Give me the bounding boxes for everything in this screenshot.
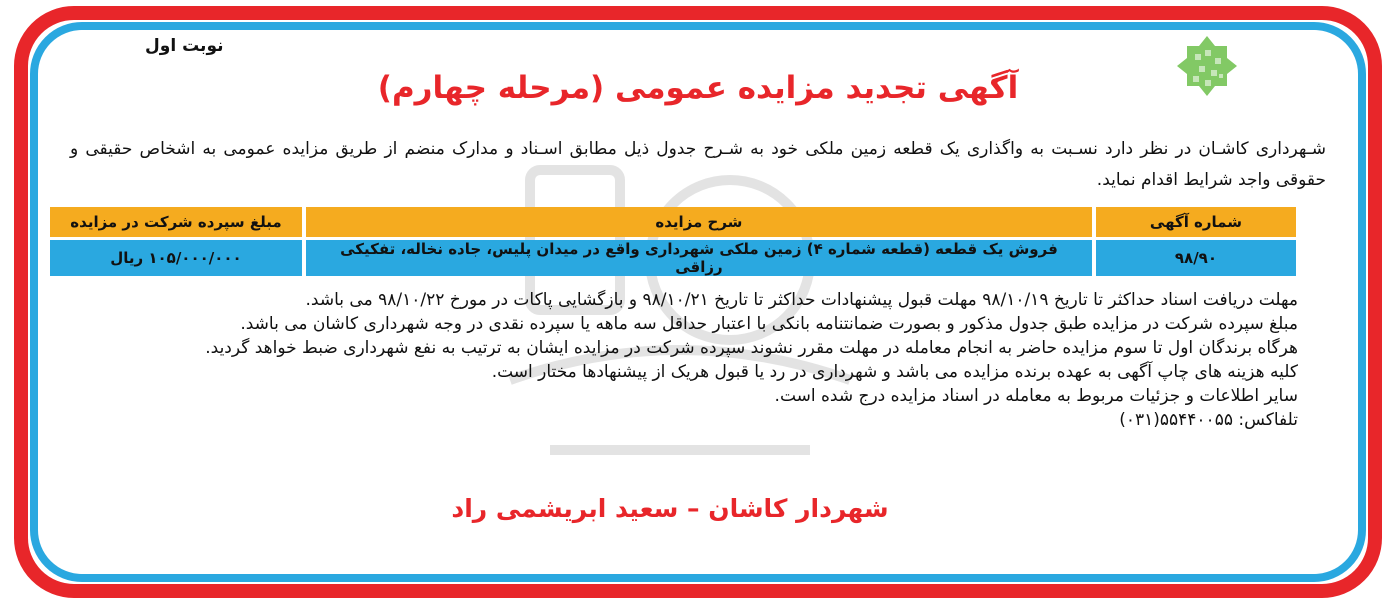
- table-header-row: [50, 207, 1296, 237]
- header-description: شرح مزایده: [306, 207, 1092, 237]
- round-label: نوبت اول: [145, 36, 224, 56]
- header-deposit: مبلغ سپرده شرکت در مزایده: [50, 207, 302, 237]
- intro-paragraph: شـهرداری کاشـان در نظر دارد نسـبت به واگذاری یک قطعه زمین ملکی خود به شـرح جدول ذیل مطابق اسـناد و مدارک منضم از طریق مزایده عمومی به اشخاص حقیقی و حقوقی واجد شرایط اقدام نماید.: [70, 139, 1326, 190]
- cell-number: ۹۸/۹۰: [1096, 240, 1296, 276]
- cell-deposit: ۱۰۵/۰۰۰/۰۰۰ ریال: [50, 240, 302, 276]
- signature: شهردار کاشان – سعید ابریشمی راد: [451, 494, 889, 523]
- forfeit-line: هرگاه برندگان اول تا سوم مزایده حاضر به انجام معامله در مهلت مقرر نشوند سپرده شرکت در مزایده ایشان به ترتیب به نفع شهرداری ضبط خواهد گردید.: [205, 338, 1298, 358]
- conditions-text: [70, 288, 1298, 432]
- auction-table: [46, 204, 1300, 279]
- table-row: [50, 240, 1296, 276]
- header-number: شماره آگهی: [1096, 207, 1296, 237]
- telefax-line: تلفاکس: ۵۵۴۴۰۰۵۵(۰۳۱): [1119, 410, 1298, 430]
- details-line: سایر اطلاعات و جزئیات مربوط به معامله در اسناد مزایده درج شده است.: [774, 386, 1298, 406]
- deposit-line: مبلغ سپرده شرکت در مزایده طبق جدول مذکور و بصورت ضمانتنامه بانکی با اعتبار حداقل سه ماهه یا سپرده نقدی در وجه شهرداری کاشان می باشد.: [240, 314, 1298, 334]
- cell-description: فروش یک قطعه (قطعه شماره ۴) زمین ملکی شهرداری واقع در میدان پلیس، جاده نخاله، تفکیکی رزاقی: [306, 240, 1092, 276]
- deadline-line: مهلت دریافت اسناد حداکثر تا تاریخ ۹۸/۱۰/۱۹ مهلت قبول پیشنهادات حداکثر تا تاریخ ۹۸/۱۰/۲۱ و بازگشایی پاکات در مورخ ۹۸/۱۰/۲۲ می باشد.: [305, 290, 1298, 310]
- page-title: آگهی تجدید مزایده عمومی (مرحله چهارم): [377, 70, 1019, 106]
- costs-line: کلیه هزینه های چاپ آگهی به عهده برنده مزایده می باشد و شهرداری در رد یا قبول هریک از پیشنهادها مختار است.: [491, 362, 1298, 382]
